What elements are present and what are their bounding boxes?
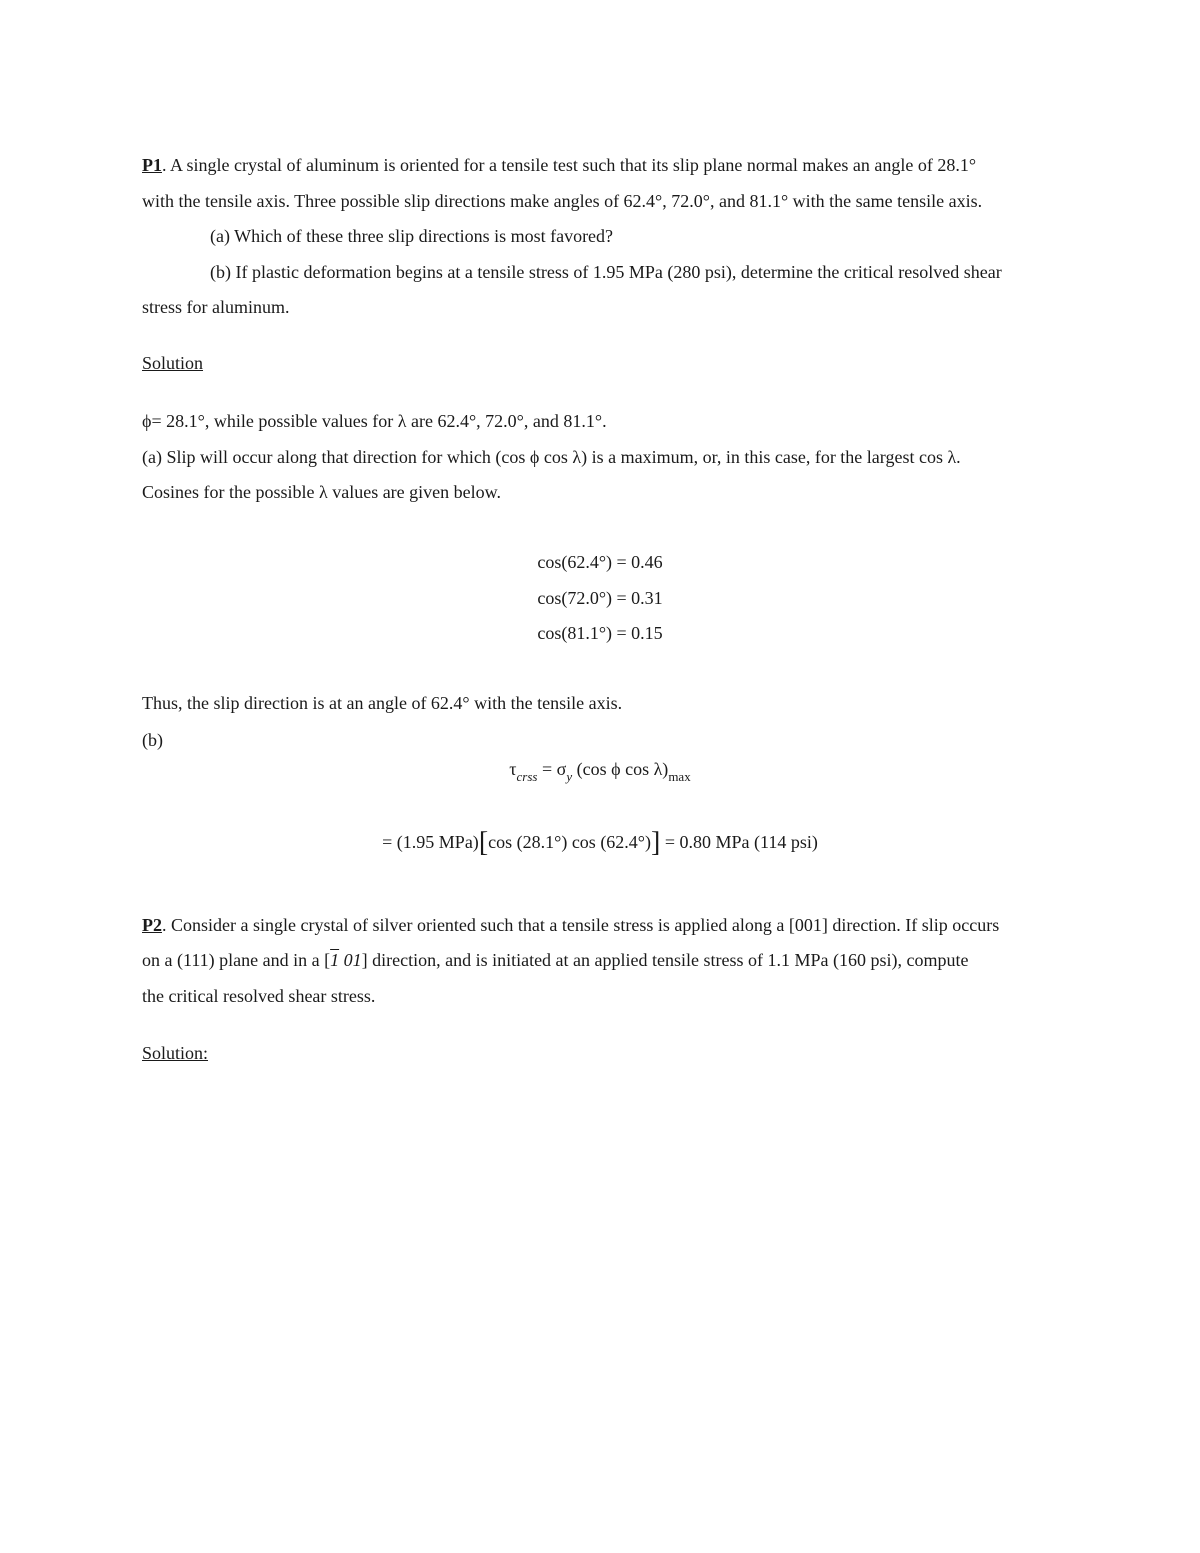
- part-b-label: (b): [142, 730, 163, 750]
- solution-2-heading: Solution:: [142, 1043, 209, 1063]
- p2-line-3: the critical resolved shear stress.: [142, 986, 376, 1006]
- part-a-line-2: Cosines for the possible λ values are given below.: [142, 482, 501, 502]
- p1-question-a: (a) Which of these three slip directions is most favored?: [210, 226, 614, 246]
- cos-value-3: cos(81.1°) = 0.15: [537, 623, 663, 643]
- result-body: cos (28.1°) cos (62.4°): [488, 832, 652, 852]
- p1-label: P1: [142, 155, 162, 175]
- cos-value-2: cos(72.0°) = 0.31: [537, 588, 663, 608]
- p2-overbar-digit: 1: [330, 950, 340, 970]
- p2-text-1: . Consider a single crystal of silver oriented such that a tensile stress is applied along a [001] direction. If slip occurs: [162, 915, 1000, 935]
- equals-sigma: = σ: [537, 759, 567, 779]
- p2-text-2-mid: 01: [339, 950, 362, 970]
- result-prefix: = (1.95 MPa): [382, 832, 479, 852]
- left-bracket: [: [478, 827, 489, 858]
- p2-text-2-pre: on a (111) plane and in a [: [142, 950, 331, 970]
- sigma-subscript: y: [566, 769, 573, 784]
- right-bracket: ]: [651, 827, 661, 858]
- part-a-line-1: (a) Slip will occur along that direction for which (cos ϕ cos λ) is a maximum, or, in this case, for the largest cos λ.: [142, 447, 961, 467]
- p2-line-2: [142, 949, 968, 971]
- result-suffix: = 0.80 MPa (114 psi): [660, 832, 818, 852]
- p1-question-b-line-2: stress for aluminum.: [142, 297, 290, 317]
- equation-crss: [0, 758, 1200, 782]
- max-subscript: max: [668, 769, 691, 784]
- p2-text-2-post: ] direction, and is initiated at an applied tensile stress of 1.1 MPa (160 psi), compute: [361, 950, 969, 970]
- p1-line-2: with the tensile axis. Three possible slip directions make angles of 62.4°, 72.0°, and 81.1° with the same tensile axis.: [142, 191, 983, 211]
- p1-text-1: . A single crystal of aluminum is oriented for a tensile test such that its slip plane normal makes an angle of 28.1°: [162, 155, 977, 175]
- tau-subscript: crss: [516, 769, 538, 784]
- solution-heading: Solution: [142, 353, 204, 373]
- p1-question-b-line-1: (b) If plastic deformation begins at a tensile stress of 1.95 MPa (280 psi), determine the critical resolved shear: [210, 262, 1002, 282]
- p2-label: P2: [142, 915, 162, 935]
- cos-product: (cos ϕ cos λ): [572, 759, 669, 779]
- phi-line: ϕ= 28.1°, while possible values for λ are 62.4°, 72.0°, and 81.1°.: [142, 411, 607, 431]
- p1-line-1: [142, 154, 976, 176]
- tau-symbol: τ: [509, 759, 517, 779]
- equation-result: [0, 827, 1200, 858]
- thus-line: Thus, the slip direction is at an angle of 62.4° with the tensile axis.: [142, 693, 623, 713]
- cos-value-1: cos(62.4°) = 0.46: [537, 552, 663, 572]
- p2-line-1: [142, 914, 999, 936]
